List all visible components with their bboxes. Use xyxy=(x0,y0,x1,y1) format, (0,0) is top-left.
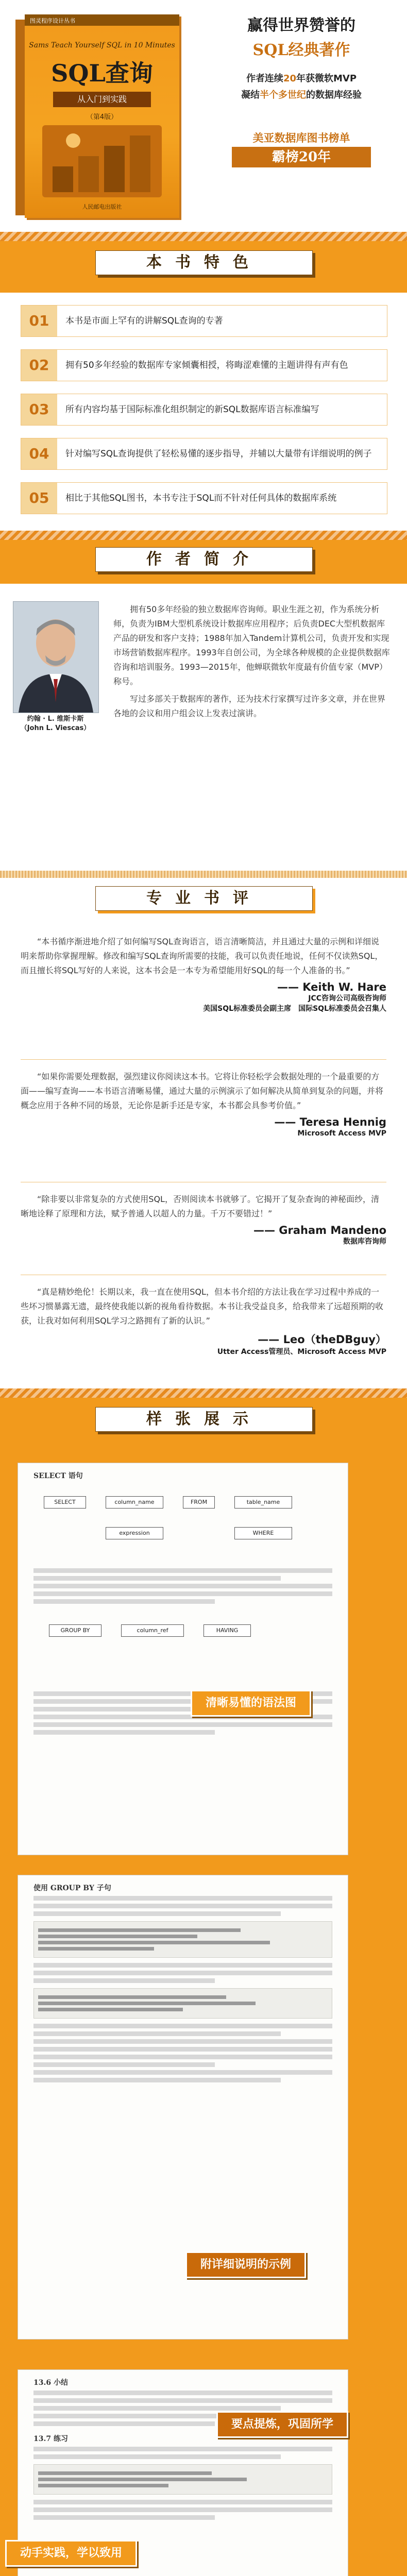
author-section xyxy=(0,591,407,859)
feature-text: 所有内容均基于国际标准化组织制定的新SQL数据库语言标准编写 xyxy=(65,404,319,415)
review-divider xyxy=(21,1059,386,1060)
reviews-title-box xyxy=(95,886,313,911)
cover-publisher: 人民邮电出版社 xyxy=(82,204,122,210)
review-author: —— Keith W. Hare xyxy=(277,981,386,993)
samples-banner-stripe xyxy=(0,1388,407,1398)
feature-item xyxy=(21,349,387,381)
claim-exp-em: 半个多世纪 xyxy=(260,90,306,100)
feature-text: 本书是市面上罕有的讲解SQL查询的专著 xyxy=(65,316,223,326)
feature-text: 相比于其他SQL图书，本书专注于SQL而不针对任何具体的数据库系统 xyxy=(65,493,337,503)
feature-number: 02 xyxy=(21,350,57,381)
samples-title: 样张展示 xyxy=(146,1410,262,1428)
syntax-diagram: GROUP BY column_ref HAVING xyxy=(33,1609,332,1686)
cover-series: 图灵程序设计丛书 xyxy=(30,18,75,24)
feature-number: 01 xyxy=(21,306,57,336)
review-author: —— Leo（theDBguy） xyxy=(258,1333,386,1346)
author-title: 作者简介 xyxy=(146,550,262,568)
author-caption xyxy=(13,715,98,733)
review-role: JCC咨询公司高级咨询师 xyxy=(308,994,386,1003)
samples-title-box xyxy=(95,1407,313,1432)
book-cover xyxy=(25,14,179,218)
author-title-box xyxy=(95,547,313,572)
hero-headline-accent: SQL经典著作 xyxy=(252,41,350,59)
sample-page xyxy=(18,1463,348,1855)
author-banner xyxy=(0,540,407,584)
cover-title-en: Sams Teach Yourself SQL in 10 Minutes xyxy=(29,41,175,49)
reviews-divider-stripe xyxy=(0,871,407,878)
feature-number: 04 xyxy=(21,438,57,469)
features-banner-stripe xyxy=(0,232,407,241)
callout-syntax: 清晰易懂的语法图 xyxy=(191,1690,311,1717)
cover-title: SQL查询 xyxy=(51,59,153,87)
review-role: 美国SQL标准委员会副主席 国际SQL标准委员会召集人 xyxy=(203,1005,386,1013)
review-author: —— Graham Mandeno xyxy=(253,1224,386,1236)
reviews-title: 专业书评 xyxy=(146,889,262,907)
callout-practice: 动手实践，学以致用 xyxy=(5,2540,137,2567)
feature-item xyxy=(21,394,387,426)
review-item xyxy=(21,1192,386,1247)
author-bio xyxy=(113,602,392,724)
review-item xyxy=(21,1070,386,1139)
review-author: —— Teresa Hennig xyxy=(274,1116,386,1128)
sample-code-block xyxy=(33,1921,332,1958)
claim-exp-post: 的数据库经验 xyxy=(306,90,362,100)
callout-example: 附详细说明的示例 xyxy=(185,2251,306,2278)
hero-headline: 赢得世界赞誉的 xyxy=(247,16,355,35)
features-title: 本书特色 xyxy=(146,253,262,272)
feature-number: 03 xyxy=(21,394,57,425)
sample-chapter-head: 13.7 练习 xyxy=(33,2435,68,2443)
feature-number: 05 xyxy=(21,483,57,514)
sample-code-block xyxy=(33,1988,332,2019)
review-role: Utter Access管理员、Microsoft Access MVP xyxy=(217,1348,386,1356)
sample-chapter-head: 13.6 小结 xyxy=(33,2379,68,2387)
review-quote: “本书循序渐进地介绍了如何编写SQL查询语言，语言清晰简洁，并且通过大量的示例和详细说明来帮助你掌握理解。修改和编写SQL查询所需要的技能，我可以负责任地说，任何不仅读熟SQL，而且擅长将SQL写好的人来说，这本书会是一本专为希望能用好SQL的每一个人准备的书。” xyxy=(21,937,383,975)
book-cover-image xyxy=(15,14,185,221)
author-name-en: （John L. Viescas） xyxy=(20,724,91,732)
author-photo xyxy=(13,601,99,713)
author-name-cn: 约翰 · L. 维斯卡斯 xyxy=(27,715,84,723)
feature-item xyxy=(21,482,387,514)
review-item xyxy=(21,935,386,1014)
feature-item xyxy=(21,305,387,337)
author-banner-stripe xyxy=(0,531,407,540)
feature-item xyxy=(21,438,387,470)
samples-section xyxy=(0,1448,407,2576)
hero-claim-experience xyxy=(206,88,397,101)
features-list xyxy=(0,300,407,539)
sample-chapter-head: SELECT 语句 xyxy=(33,1472,83,1480)
sample-code-block xyxy=(33,2464,332,2495)
cover-subtitle: 从入门到实践 xyxy=(53,92,151,107)
author-bio-paragraph: 写过多部关于数据库的著作，还为技术行家撰写过许多文章，并在世界各地的会议和用户组会议上发表过演讲。 xyxy=(113,694,386,718)
cover-series-band xyxy=(25,14,179,26)
claim-mvp-pre: 作者连续 xyxy=(246,73,283,84)
samples-banner xyxy=(0,1398,407,1449)
callout-summary: 要点提炼，巩固所学 xyxy=(216,2411,348,2438)
review-role: Microsoft Access MVP xyxy=(297,1129,386,1138)
hero-rank-label: 美亚数据库图书榜单 xyxy=(252,132,350,144)
features-title-box xyxy=(95,250,313,275)
author-bio-paragraph: 拥有50多年经验的独立数据库咨询师。职业生涯之初，作为系统分析师，负责为IBM大型机系统设计数据库应用程序；后负责DEC大型机数据库产品的研发和客户支持；1988年加入Tandem计算机公司，负责开发和实现市场营销数据库程序。1993年自创公司，为全球各种规模的企业提供数据库咨询和培训服务。1993—2015年，他蝉联微软年度最有价值专家（MVP）称号。 xyxy=(113,604,390,686)
hero-claim-mvp xyxy=(206,71,397,84)
review-quote: “如果你需要处理数据，强烈建议你阅读这本书。它将让你轻松学会数据处理的一个最重要的方面——编写查询——本书语言清晰易懂，通过大量的示例演示了如何解决从简单到复杂的问题，并将概念应用于各种不同的场景，无论你是新手还是专家，本书都会具参考价值。” xyxy=(21,1072,384,1110)
review-item xyxy=(21,1285,386,1357)
hero-rank-badge: 霸榜20年 xyxy=(232,147,371,167)
review-quote: “除非要以非常复杂的方式使用SQL，否则阅读本书就够了。它揭开了复杂查询的神秘面纱，清晰地诠释了原理和方法，赋予普通人以超人的力量。千万不要错过！” xyxy=(21,1194,379,1218)
sample-chapter-head: 使用 GROUP BY 子句 xyxy=(33,1884,111,1892)
syntax-diagram: SELECT column_name FROM table_name expression WHERE xyxy=(33,1486,332,1563)
review-role: 数据库咨询师 xyxy=(343,1238,386,1246)
claim-mvp-post: 年获微软MVP xyxy=(296,73,357,84)
feature-text: 拥有50多年经验的数据库专家倾囊相授，将晦涩难懂的主题讲得有声有色 xyxy=(65,360,348,370)
author-portrait-icon xyxy=(13,602,98,713)
reviews-section xyxy=(0,924,407,1388)
cover-edition: （第4版） xyxy=(86,113,118,121)
feature-text: 针对编写SQL查询提供了轻松易懂的逐步指导，并辅以大量带有详细说明的例子 xyxy=(65,449,372,459)
features-banner xyxy=(0,241,407,293)
claim-mvp-em: 20 xyxy=(283,73,296,84)
review-quote: “真是精妙绝伦！长期以来，我一直在使用SQL，但本书介绍的方法让我在学习过程中养成的一些坏习惯暴露无遗，最终使我能以新的视角看待数据。本书让我受益良多，给我带来了远超预期的收获，让我对如何利用SQL学习之路拥有了新的认识。” xyxy=(21,1287,384,1326)
cover-illustration xyxy=(42,125,162,197)
hero-section xyxy=(0,0,407,229)
cover-illustration-icon xyxy=(42,125,162,197)
claim-exp-pre: 凝结 xyxy=(241,90,260,100)
reviews-banner xyxy=(0,878,407,921)
